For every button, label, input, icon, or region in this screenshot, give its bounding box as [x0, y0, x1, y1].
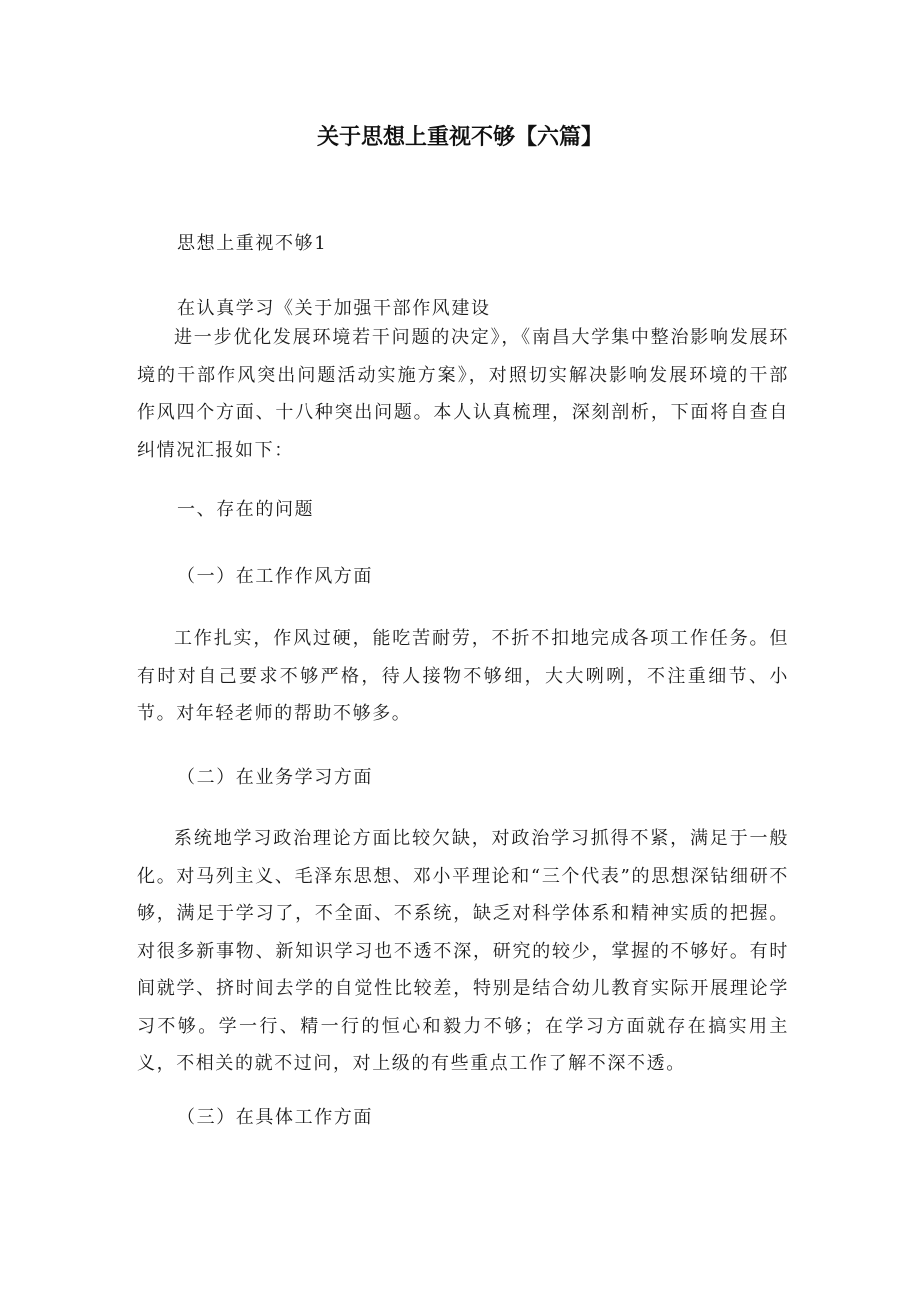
subsection-two-paragraph: 系统地学习政治理论方面比较欠缺，对政治学习抓得不紧，满足于一般化。对马列主义、毛泽东思想、邓小平理论和“三个代表”的思想深钻细研不够，满足于学习了，不全面、不系统，缺乏对科学体系和精神实质的把握。对很多新事物、新知识学习也不透不深，研究的较少，掌握的不够好。有时间就学、挤时间去学的自觉性比较差，特别是结合幼儿教育实际开展理论学习不够。学一行、精一行的恒心和毅力不够；在学习方面就存在搞实用主义，不相关的就不过问，对上级的有些重点工作了解不深不透。 — [137, 828, 789, 1074]
subsection-one-paragraph: 工作扎实，作风过硬，能吃苦耐劳，不折不扣地完成各项工作任务。但有时对自己要求不够严格，待人接物不够细，大大咧咧，不注重细节、小节。对年轻老师的帮助不够多。 — [137, 628, 789, 724]
subsection-one-heading: （一）在工作作风方面 — [177, 566, 373, 587]
intro-first-line: 在认真学习《关于加强干部作风建设 — [177, 298, 491, 319]
section-heading: 思想上重视不够1 — [177, 233, 328, 254]
subsection-three-heading: （三）在具体工作方面 — [177, 1107, 373, 1128]
part-one-heading: 一、存在的问题 — [177, 499, 315, 520]
subsection-two-heading: （二）在业务学习方面 — [177, 767, 373, 788]
intro-paragraph: 进一步优化发展环境若干问题的决定》，《南昌大学集中整治影响发展环境的干部作风突出问题活动实施方案》，对照切实解决影响发展环境的干部作风四个方面、十八种突出问题。本人认真梳理，深刻剖析，下面将自查自纠情况汇报如下： — [137, 327, 789, 461]
document-title: 关于思想上重视不够【六篇】 — [316, 125, 603, 150]
